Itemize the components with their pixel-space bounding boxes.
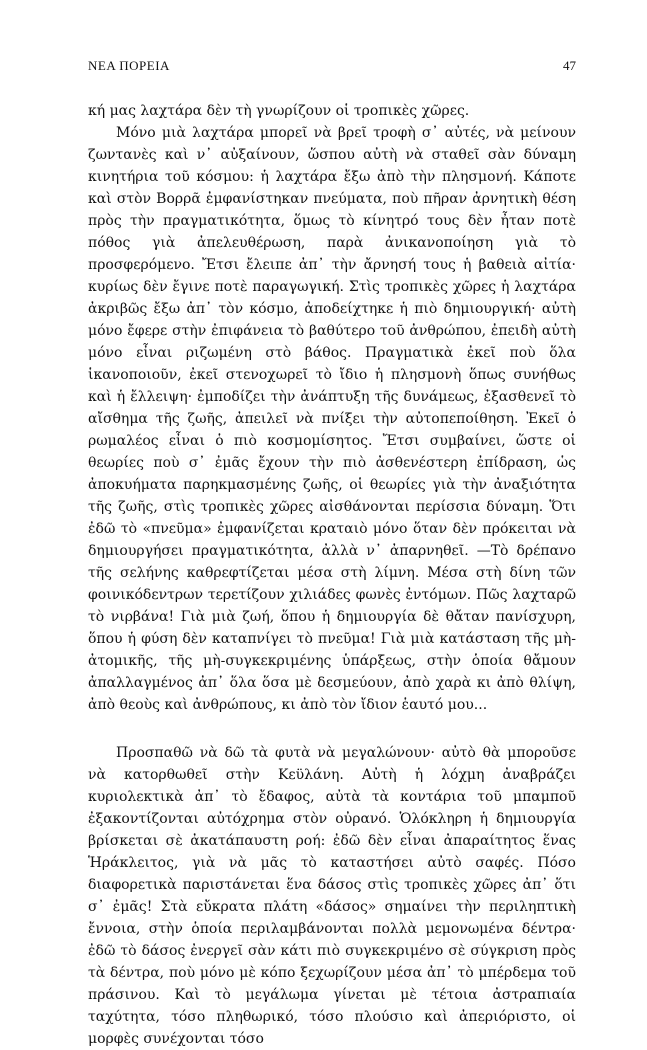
page-header	[88, 58, 576, 82]
book-page	[88, 58, 576, 1050]
paragraph: Προσπαθῶ νὰ δῶ τὰ φυτὰ νὰ μεγαλώνουν· αὐτὸ θὰ μποροῦσε νὰ κατορθωθεῖ στὴν Κεϋλάνη. Αὐτὴ ἡ λόχμη ἀναβράζει κυριολεκτικὰ ἀπ᾿ τὸ ἔδαφος, αὐτὰ τὰ κοντάρια τοῦ μπαμποῦ ἐξακοντίζονται αὐτόχρημα στὸν οὐρανό. Ὁλόκληρη ἡ δημιουργία βρίσκεται σὲ ἀκατάπαυστη ροή: ἐδῶ δὲν εἶναι ἀπαραίτητος ἕνας Ἡράκλειτος, γιὰ νὰ μᾶς τὸ καταστήσει αὐτὸ σαφές. Πόσο διαφορετικὰ παριστάνεται ἕνα δάσος στὶς τροπικὲς χῶρες ἀπ᾿ ὅτι σ᾿ ἐμᾶς! Στὰ εὔκρατα πλάτη «δάσος» σημαίνει τὴν περιληπτικὴ ἔννοια, στὴν ὁποία περιλαμβάνονται πολλὰ μεμονωμένα δέντρα· ἐδῶ τὸ δάσος ἐνεργεῖ σὰν κάτι πιὸ συγκεκριμένο σὲ σύγκριση πρὸς τὰ δέντρα, ποὺ μόνο μὲ κόπο ξεχωρίζουν μέσα ἀπ᾿ τὸ μπέρδεμα τοῦ πράσινου. Καὶ τὸ μεγάλωμα γίνεται μὲ τέτοια ἀστραπιαία ταχύτητα, τόσο πληθωρικό, τόσο πλούσιο καὶ ἀπεριόριστο, οἱ μορφὲς συνέχονται τόσο	[88, 745, 576, 1047]
section-gap	[88, 716, 576, 742]
page-number: 47	[563, 58, 576, 73]
running-head: ΝΕΑ ΠΟΡΕΙΑ	[88, 58, 170, 73]
paragraph: Μόνο μιὰ λαχτάρα μπορεῖ νὰ βρεῖ τροφὴ σ᾿ αὐτές, νὰ μείνουν ζωντανὲς καὶ ν᾿ αὐξαίνουν, ὥσπου αὐτὴ νὰ σταθεῖ σὰν δύναμη κινητήρια τοῦ κόσμου: ἡ λαχτάρα ἔξω ἀπὸ τὴν πλησμονή. Κάποτε καὶ στὸν Βορρᾶ ἐμφανίστηκαν πνεύματα, ποὺ πῆραν ἀρνητικὴ θέση πρὸς τὴν πραγματικότητα, ὅμως τὸ κίνητρό τους δὲν ἦταν ποτὲ πόθος γιὰ ἀπελευθέρωση, παρὰ ἀνικανοποίηση γιὰ τὸ προσφερόμενο. Ἔτσι ἔλειπε ἀπ᾿ τὴν ἄρνησή τους ἡ βαθειὰ αἰτία· κυρίως δὲν ἔγινε ποτὲ παραγωγική. Στὶς τροπικὲς χῶρες ἡ λαχτάρα ἀκριβῶς ἔξω ἀπ᾿ τὸν κόσμο, ἀποδείχτηκε ἡ πιὸ δημιουργική· αὐτὴ μόνο ἔφερε στὴν ἐπιφάνεια τὸ βαθύτερο τοῦ ἀνθρώπου, ἐπειδὴ αὐτὴ μόνο εἶναι ριζωμένη στὸ βάθος. Πραγματικὰ ἐκεῖ ποὺ ὅλα ἱκανοποιοῦν, ἐκεῖ στενοχωρεῖ τὸ ἴδιο ἡ πλησμονὴ ὅπως συνήθως καὶ ἡ ἔλλειψη· ἐμποδίζει τὴν ἀνάπτυξη τῆς δυνάμεως, ἐξασθενεῖ τὸ αἴσθημα τῆς ζωῆς, ἀπειλεῖ νὰ πνίξει τὴν αὐτοπεποίθηση. Ἐκεῖ ὁ ρωμαλέος εἶναι ὁ πιὸ κοσμομίσητος. Ἔτσι συμβαίνει, ὥστε οἱ θεωρίες ποὺ σ᾿ ἐμᾶς ἔχουν τὴν πιὸ ἀσθενέστερη ἐπίδραση, ὡς ἀποκυήματα παρηκμασμένης ζωῆς, οἱ θεωρίες γιὰ τὴν ἀναξιότητα τῆς ζωῆς, στὶς τροπικὲς χῶρες αἰσθάνονται περίσσια δύναμη. Ὅτι ἐδῶ τὸ «πνεῦμα» ἐμφανίζεται κραταιὸ μόνο ὅταν δὲν πρόκειται νὰ δημιουργήσει πραγματικότητα, ἀλλὰ ν᾿ ἀπαρνηθεῖ. —Τὸ δρέπανο τῆς σελήνης καθρεφτίζεται μέσα στὴ λίμνη. Μέσα στὴ δίνη τῶν φοινικόδεντρων τερετίζουν χιλιάδες φωνὲς ἐντόμων. Πῶς λαχταρῶ τὸ νιρβάνα! Γιὰ μιὰ ζωή, ὅπου ἡ δημιουργία δὲ θἄταν πανίσχυρη, ὅπου ἡ φύση δὲν καταπνίγει τὸ πνεῦμα! Γιὰ μιὰ κατάσταση τῆς μὴ-ἀτομικῆς, τῆς μὴ-συγκεκριμένης ὑπάρξεως, στὴν ὁποία θἄμουν ἀπαλλαγμένος ἀπ᾿ ὅλα ὅσα μὲ δεσμεύουν, ἀπὸ χαρὰ κι ἀπὸ θλίψη, ἀπὸ θεοὺς καὶ ἀνθρώπους, κι ἀπὸ τὸν ἴδιον ἑαυτό μου...	[88, 125, 576, 713]
body-text	[88, 100, 576, 1050]
paragraph-continued: κή μας λαχτάρα δὲν τὴ γνωρίζουν οἱ τροπικὲς χῶρες.	[88, 103, 470, 119]
